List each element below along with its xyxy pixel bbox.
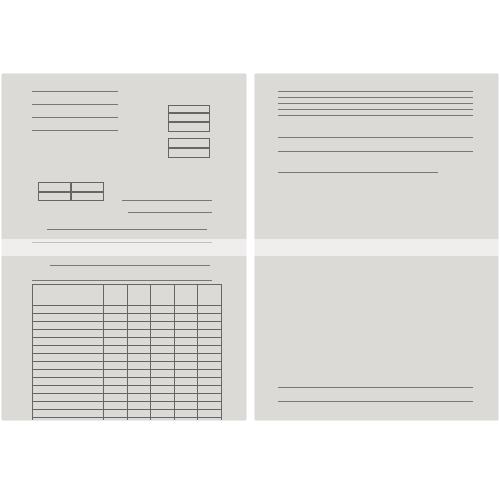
table-cell[interactable]: [104, 410, 128, 418]
table-row: [33, 330, 222, 338]
table-row: [33, 322, 222, 330]
table-row: [33, 314, 222, 322]
table-cell[interactable]: [127, 394, 151, 402]
table-cell[interactable]: [151, 410, 175, 418]
table-cell[interactable]: [151, 338, 175, 346]
doc-box[interactable]: [168, 147, 210, 158]
table-cell[interactable]: [104, 402, 128, 410]
table-cell[interactable]: [174, 386, 198, 394]
table-cell[interactable]: [198, 394, 222, 402]
approve-sign-line: [122, 200, 212, 201]
seller-line-1: [32, 104, 118, 105]
table-cell[interactable]: [33, 354, 104, 362]
table-cell[interactable]: [151, 314, 175, 322]
table-cell[interactable]: [33, 330, 104, 338]
table-row: [33, 394, 222, 402]
table-cell[interactable]: [104, 362, 128, 370]
table-cell[interactable]: [33, 402, 104, 410]
table-cell[interactable]: [198, 410, 222, 418]
table-cell[interactable]: [198, 322, 222, 330]
table-cell[interactable]: [33, 322, 104, 330]
act-date-field[interactable]: [70, 191, 104, 201]
col-header-name: [33, 285, 104, 306]
table-cell[interactable]: [174, 354, 198, 362]
table-cell[interactable]: [127, 322, 151, 330]
money-line: [278, 172, 438, 173]
table-cell[interactable]: [174, 330, 198, 338]
col-header-price: [174, 285, 198, 306]
goods-table: [32, 284, 222, 420]
table-cell[interactable]: [104, 370, 128, 378]
table-cell[interactable]: [198, 402, 222, 410]
col-header-unit: [127, 285, 151, 306]
table-cell[interactable]: [127, 402, 151, 410]
table-cell[interactable]: [198, 386, 222, 394]
table-cell[interactable]: [104, 322, 128, 330]
table-cell[interactable]: [33, 362, 104, 370]
table-cell[interactable]: [127, 330, 151, 338]
table-row: [33, 346, 222, 354]
table-cell[interactable]: [174, 362, 198, 370]
table-cell[interactable]: [127, 386, 151, 394]
col-index: [174, 306, 198, 314]
table-cell[interactable]: [174, 410, 198, 418]
table-row: [33, 410, 222, 418]
table-cell[interactable]: [174, 402, 198, 410]
buyer-line: [278, 387, 473, 388]
table-cell[interactable]: [33, 394, 104, 402]
table-cell[interactable]: [151, 322, 175, 330]
table-cell[interactable]: [104, 346, 128, 354]
table-cell[interactable]: [104, 330, 128, 338]
okpo-box[interactable]: [168, 121, 210, 132]
notice-line-1: [278, 115, 473, 116]
table-cell[interactable]: [198, 378, 222, 386]
table-cell[interactable]: [104, 386, 128, 394]
seller-line-3: [32, 130, 118, 131]
table-cell[interactable]: [198, 362, 222, 370]
table-cell[interactable]: [127, 346, 151, 354]
total-line: [278, 401, 473, 402]
table-cell[interactable]: [198, 346, 222, 354]
table-row: [33, 338, 222, 346]
address-line: [32, 280, 212, 281]
col-index: [127, 306, 151, 314]
table-cell[interactable]: [104, 314, 128, 322]
col-header-code: [104, 285, 128, 306]
act-number-field[interactable]: [38, 191, 72, 201]
table-cell[interactable]: [198, 330, 222, 338]
table-row: [33, 378, 222, 386]
col-index: [104, 306, 128, 314]
place-line: [47, 229, 207, 230]
passport-line: [50, 265, 210, 266]
table-cell[interactable]: [104, 354, 128, 362]
col-index: [33, 306, 104, 314]
table-cell[interactable]: [174, 322, 198, 330]
table-row: [33, 354, 222, 362]
table-cell[interactable]: [151, 394, 175, 402]
table-cell[interactable]: [127, 338, 151, 346]
table-cell[interactable]: [127, 362, 151, 370]
table-cell[interactable]: [127, 418, 151, 421]
table-cell[interactable]: [174, 370, 198, 378]
table-cell[interactable]: [198, 338, 222, 346]
table-row: [33, 402, 222, 410]
table-cell[interactable]: [151, 362, 175, 370]
notice-line-2: [278, 109, 473, 110]
table-cell[interactable]: [151, 354, 175, 362]
table-cell[interactable]: [174, 346, 198, 354]
table-cell[interactable]: [151, 330, 175, 338]
table-cell[interactable]: [174, 394, 198, 402]
manager-line: [278, 137, 473, 138]
col-index: [198, 306, 222, 314]
table-cell[interactable]: [33, 338, 104, 346]
table-cell[interactable]: [151, 378, 175, 386]
table-cell[interactable]: [33, 378, 104, 386]
table-cell[interactable]: [151, 346, 175, 354]
table-row: [33, 362, 222, 370]
col-header-qty: [151, 285, 175, 306]
table-cell[interactable]: [151, 370, 175, 378]
col-header-sum: [198, 285, 222, 306]
table-cell[interactable]: [33, 314, 104, 322]
table-cell[interactable]: [174, 378, 198, 386]
table-cell[interactable]: [174, 418, 198, 421]
table-cell[interactable]: [127, 314, 151, 322]
table-cell[interactable]: [151, 418, 175, 421]
table-cell[interactable]: [127, 354, 151, 362]
table-row: [33, 370, 222, 378]
table-cell[interactable]: [174, 338, 198, 346]
table-row: [33, 386, 222, 394]
table-cell[interactable]: [198, 370, 222, 378]
table-cell[interactable]: [33, 418, 104, 421]
notice-line-3: [278, 103, 473, 104]
approve-date-line: [128, 212, 212, 213]
table-cell[interactable]: [104, 418, 128, 421]
table-cell[interactable]: [33, 386, 104, 394]
table-row: [33, 418, 222, 421]
table-cell[interactable]: [33, 346, 104, 354]
table-cell[interactable]: [104, 394, 128, 402]
table-cell[interactable]: [127, 410, 151, 418]
watermark-band: [0, 239, 500, 256]
notice-line-4: [278, 97, 473, 98]
table-cell[interactable]: [104, 338, 128, 346]
table-cell[interactable]: [151, 386, 175, 394]
table-cell[interactable]: [198, 354, 222, 362]
notice-line-5: [278, 91, 473, 92]
table-cell[interactable]: [174, 314, 198, 322]
table-cell[interactable]: [104, 378, 128, 386]
table-cell[interactable]: [127, 378, 151, 386]
table-cell[interactable]: [151, 402, 175, 410]
table-cell[interactable]: [33, 410, 104, 418]
table-cell[interactable]: [198, 314, 222, 322]
table-cell[interactable]: [198, 418, 222, 421]
col-index: [151, 306, 175, 314]
seller-line-2: [32, 117, 118, 118]
table-cell[interactable]: [33, 370, 104, 378]
paid-line: [278, 151, 473, 152]
seller-line-0: [32, 91, 118, 92]
table-cell[interactable]: [127, 370, 151, 378]
